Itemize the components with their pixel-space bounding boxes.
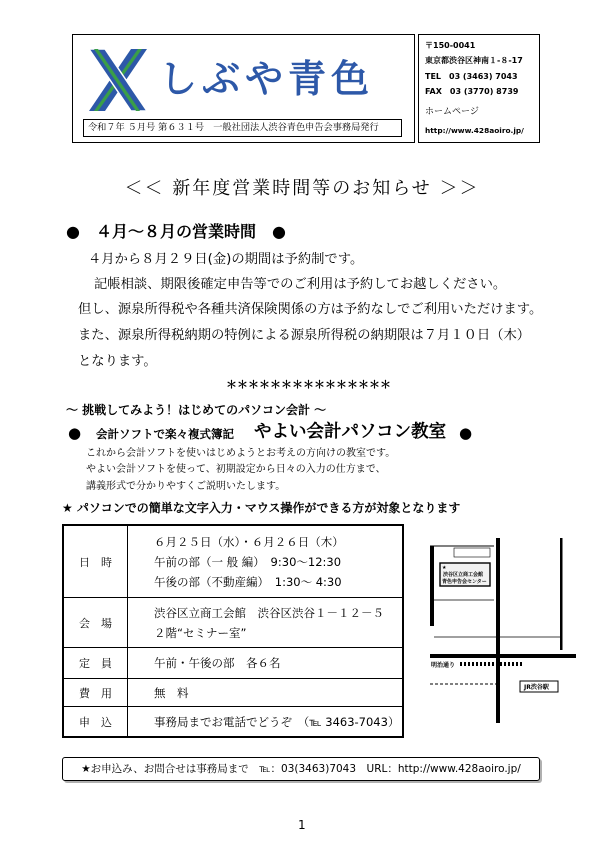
- tel-number: TEL 03 (3463) 7043: [425, 72, 518, 81]
- aoiro-logo-icon: [85, 45, 151, 115]
- notice-line: となります。: [78, 354, 157, 369]
- table-cell-line: 午前・午後の部 各６名: [154, 656, 281, 670]
- table-cell-line: 午前の部（一 般 編） 9:30～12:30: [154, 554, 342, 569]
- map-building: [454, 548, 490, 557]
- bullet-icon: ●: [459, 424, 473, 442]
- map-venue-star-icon: ★: [442, 565, 447, 571]
- map-venue-label: 青色申告会センター: [442, 579, 487, 585]
- row-value-datetime: [128, 526, 402, 598]
- asterisk-divider: ＊＊＊＊＊＊＊＊＊＊＊＊＊＊＊: [226, 378, 391, 391]
- notice-line: 記帳相談、期限後確定申告等でのご利用は予約してお越しください。: [94, 277, 507, 292]
- homepage-link[interactable]: http://www.428aoiro.jp/: [425, 126, 524, 135]
- access-map: [428, 538, 578, 723]
- row-label-capacity: 定 員: [64, 648, 128, 679]
- contact-footer: ★お申込み、お問合せは事務局まで ℡：03(3463)7043 URL：http://www.428aoiro.jp/: [62, 757, 540, 781]
- notice-line: 但し、源泉所得税や各種共済保険関係の方は予約なしでご利用いただけます。: [78, 302, 543, 317]
- postal-code: 〒150-0041: [425, 41, 476, 50]
- row-label-fee: 費 用: [64, 679, 128, 707]
- seminar-subtitle: 会計ソフトで楽々複式簿記: [96, 427, 234, 441]
- seminar-title: やよい会計パソコン教室: [254, 422, 447, 442]
- map-venue-label: 渋谷区立商工会館: [443, 572, 484, 578]
- table-cell-line: 渋谷区立商工会館 渋谷区渋谷１－１２－５: [154, 605, 384, 620]
- seminar-details-table: [62, 524, 404, 738]
- page-number: 1: [298, 818, 306, 832]
- map-road-label: 明治通り: [431, 662, 456, 669]
- homepage-label: ホームページ: [425, 107, 479, 117]
- notice-title: ＜＜ 新年度営業時間等のお知らせ ＞＞: [124, 178, 480, 199]
- row-value-capacity: [128, 648, 402, 679]
- notice-line: ４月から８月２９日(金)の期間は予約制です。: [88, 252, 364, 267]
- row-value-apply: [128, 707, 402, 736]
- row-label-datetime: 日 時: [64, 526, 128, 598]
- map-road: [496, 658, 500, 723]
- seminar-tagline: ～ 挑戦してみよう！はじめてのパソコン会計 ～: [66, 403, 327, 417]
- table-cell-line: ２階“セミナー室”: [154, 625, 247, 640]
- seminar-intro-line: やよい会計ソフトを使って、初期設定から日々の入力の仕方まで、: [86, 464, 386, 475]
- row-label-apply: 申 込: [64, 707, 128, 736]
- table-cell-line: 事務局までお電話でどうぞ （℡ 3463-7043）: [154, 714, 400, 729]
- target-audience: ★ パソコンでの簡単な文字入力・マウス操作ができる方が対象となります: [62, 501, 461, 515]
- fax-number: FAX 03 (3770) 8739: [425, 87, 519, 96]
- contact-box: [418, 34, 540, 143]
- map-road: [496, 538, 500, 654]
- map-road: [430, 546, 434, 626]
- masthead: [72, 34, 415, 143]
- address: 東京都渋谷区神南１-８-17: [425, 56, 523, 65]
- seminar-intro-line: これから会計ソフトを使いはじめようとお考えの方向けの教室です。: [86, 448, 396, 459]
- seminar-intro-line: 講義形式で分かりやすくご説明いたします。: [86, 481, 286, 492]
- hours-heading: ● ４月～８月の営業時間 ●: [66, 222, 286, 241]
- brand-title: しぶや青色: [159, 57, 375, 101]
- notice-line: また、源泉所得税納期の特例による源泉所得税の納期限は７月１０日（木）: [78, 328, 531, 343]
- bullet-icon: ●: [68, 424, 82, 442]
- table-cell-line: 午後の部（不動産編） 1:30～ 4:30: [154, 574, 342, 589]
- map-station-label: JR渋谷駅: [524, 684, 549, 691]
- map-road: [560, 538, 563, 650]
- map-main-road: [430, 654, 576, 658]
- row-value-fee: [128, 679, 402, 707]
- row-label-venue: 会 場: [64, 598, 128, 648]
- row-value-venue: [128, 598, 402, 648]
- table-cell-line: 無 料: [154, 685, 189, 700]
- table-cell-line: ６月２５日（水）・６月２６日（木）: [154, 534, 344, 549]
- issue-line: 令和７年 ５月号 第６３１号 一般社団法人渋谷青色申告会事務局発行: [83, 119, 402, 137]
